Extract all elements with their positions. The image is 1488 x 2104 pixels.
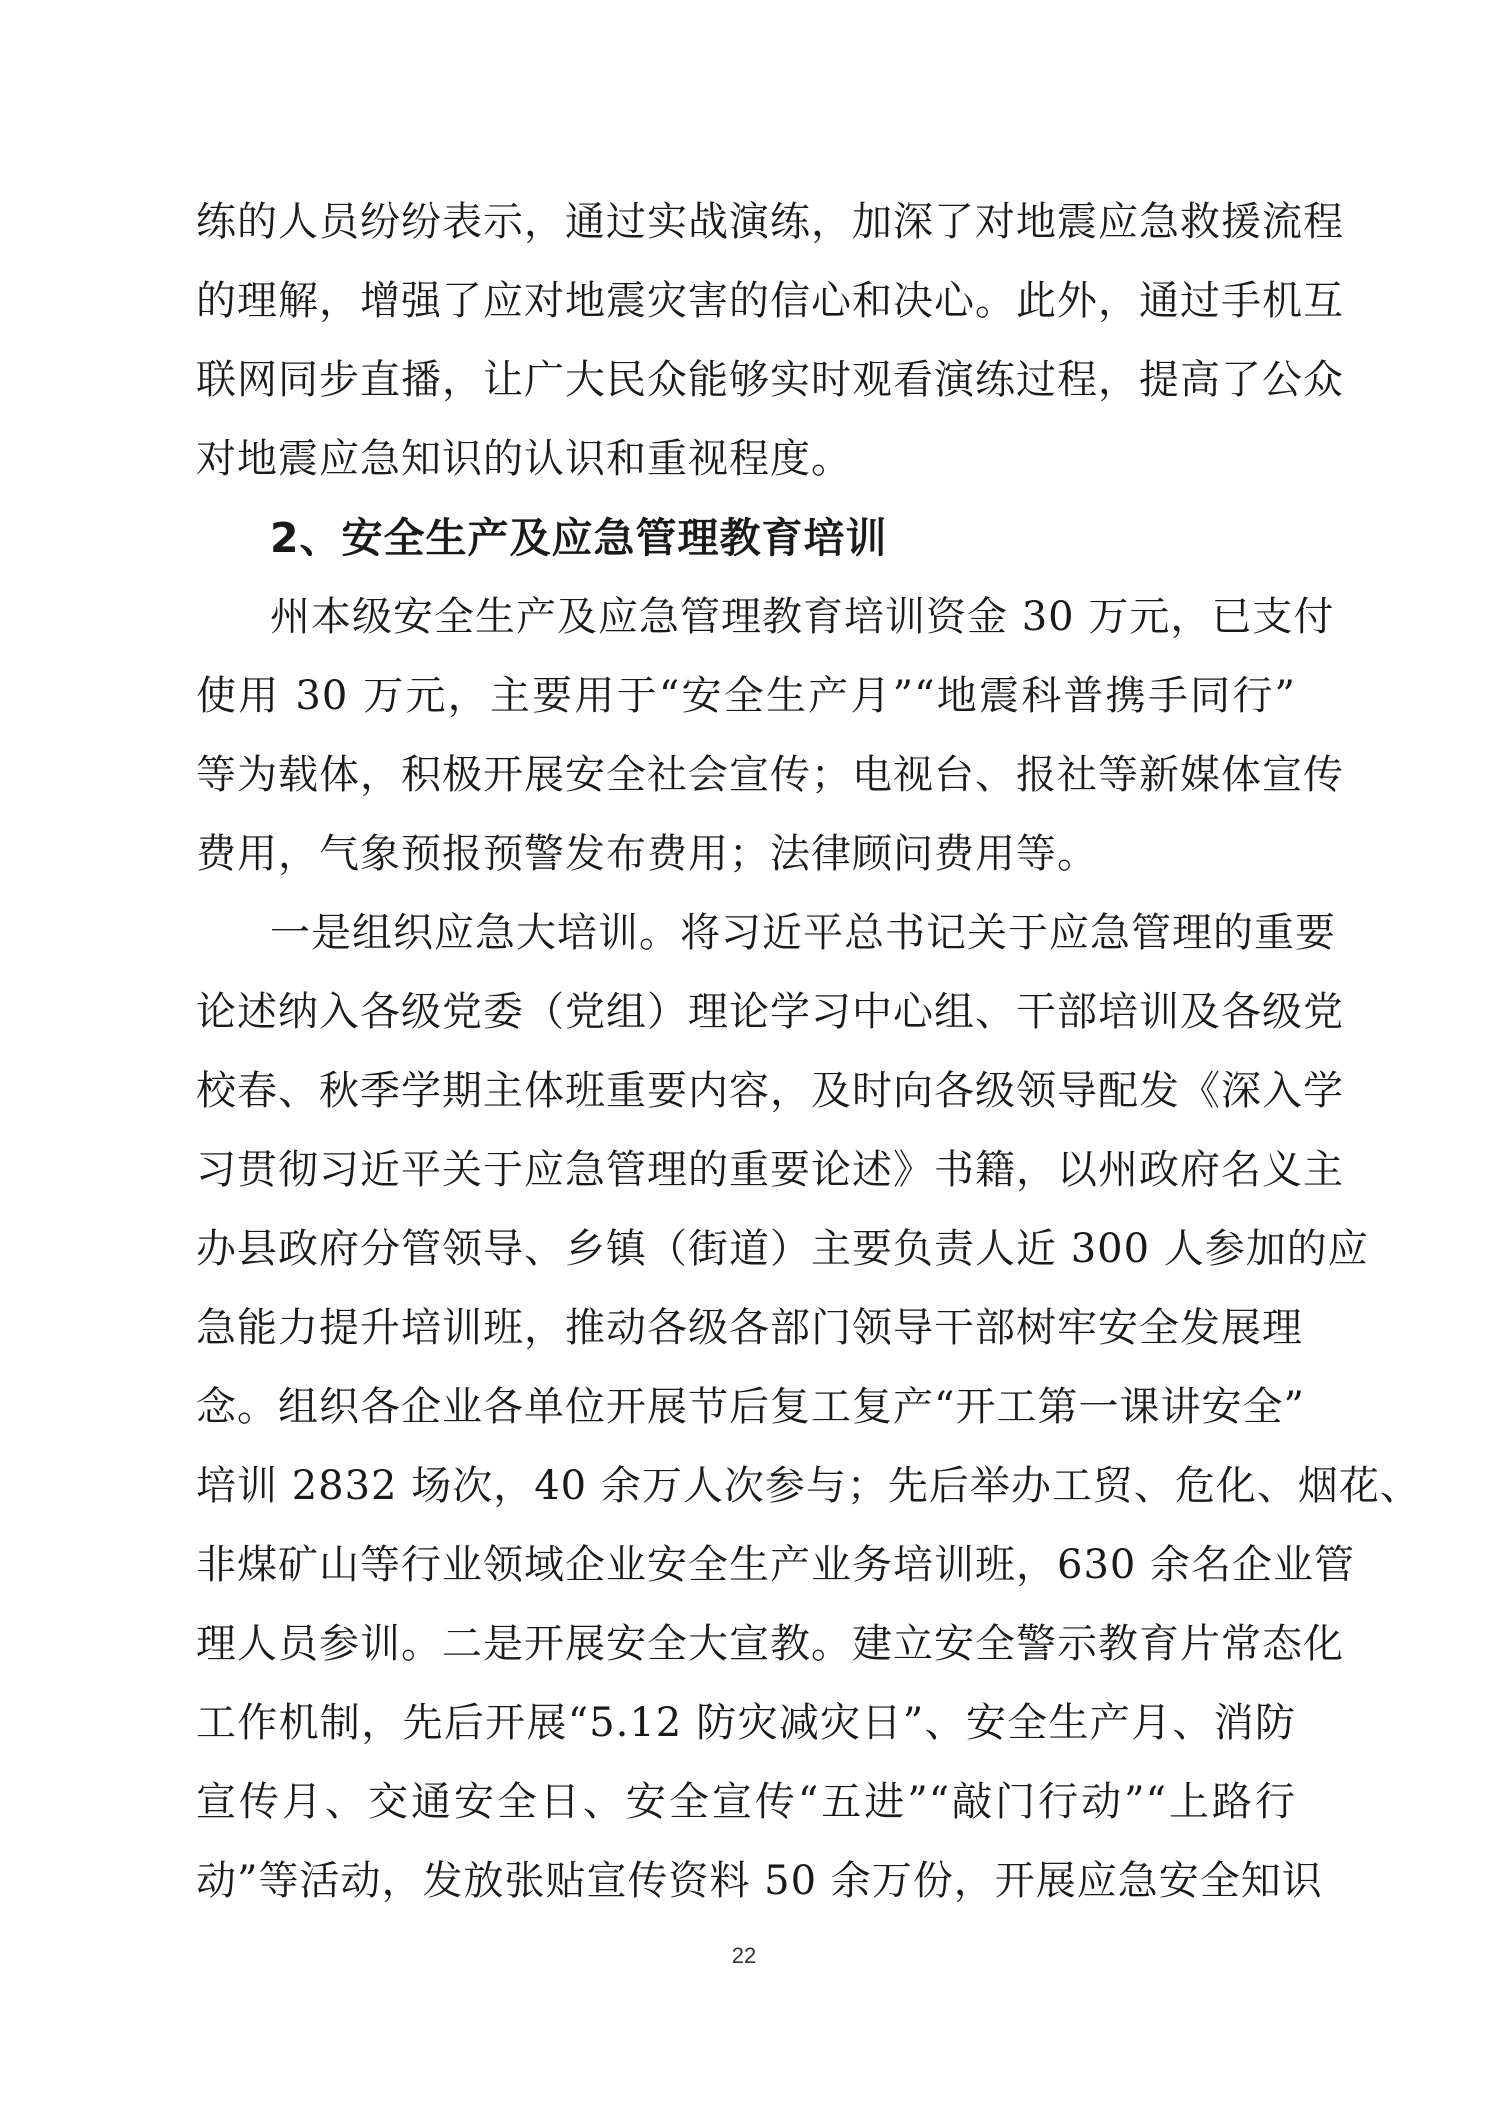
paragraph-line: 联网同步直播，让广大民众能够实时观看演练过程，提高了公众 <box>196 357 1344 403</box>
paragraph-line: 州本级安全生产及应急管理教育培训资金 30 万元，已支付 <box>270 594 1335 640</box>
paragraph-line: 的理解，增强了应对地震灾害的信心和决心。此外，通过手机互 <box>196 278 1344 324</box>
paragraph-line: 费用，气象预报预警发布费用；法律顾问费用等。 <box>196 831 1098 877</box>
paragraph-line: 使用 30 万元，主要用于“安全生产月”“地震科普携手同行” <box>196 673 1296 719</box>
paragraph-line: 动”等活动，发放张贴宣传资料 50 余万份，开展应急安全知识 <box>196 1858 1323 1904</box>
paragraph-line: 一是组织应急大培训。将习近平总书记关于应急管理的重要 <box>270 910 1336 956</box>
paragraph-line: 理人员参训。二是开展安全大宣教。建立安全警示教育片常态化 <box>196 1621 1344 1667</box>
paragraph-line: 工作机制，先后开展“5.12 防灾减灾日”、安全生产月、消防 <box>196 1700 1296 1746</box>
paragraph-line: 非煤矿山等行业领域企业安全生产业务培训班，630 余名企业管 <box>196 1542 1356 1588</box>
paragraph-line: 练的人员纷纷表示，通过实战演练，加深了对地震应急救援流程 <box>196 199 1344 245</box>
paragraph-line: 论述纳入各级党委（党组）理论学习中心组、干部培训及各级党 <box>196 989 1344 1035</box>
paragraph-line: 习贯彻习近平关于应急管理的重要论述》书籍，以州政府名义主 <box>196 1147 1344 1193</box>
paragraph-line: 念。组织各企业各单位开展节后复工复产“开工第一课讲安全” <box>196 1384 1305 1430</box>
paragraph-line: 宣传月、交通安全日、安全宣传“五进”“敲门行动”“上路行 <box>196 1779 1296 1825</box>
paragraph-line: 等为载体，积极开展安全社会宣传；电视台、报社等新媒体宣传 <box>196 752 1344 798</box>
paragraph-line: 对地震应急知识的认识和重视程度。 <box>196 436 852 482</box>
paragraph-line: 办县政府分管领导、乡镇（街道）主要负责人近 300 人参加的应 <box>196 1226 1369 1272</box>
page-number: 22 <box>731 1943 757 1968</box>
paragraph-line: 校春、秋季学期主体班重要内容，及时向各级领导配发《深入学 <box>196 1068 1344 1114</box>
section-heading: 2、安全生产及应急管理教育培训 <box>270 514 888 562</box>
paragraph-line: 培训 2832 场次，40 余万人次参与；先后举办工贸、危化、烟花、 <box>196 1463 1421 1509</box>
paragraph-line: 急能力提升培训班，推动各级各部门领导干部树牢安全发展理 <box>196 1305 1303 1351</box>
